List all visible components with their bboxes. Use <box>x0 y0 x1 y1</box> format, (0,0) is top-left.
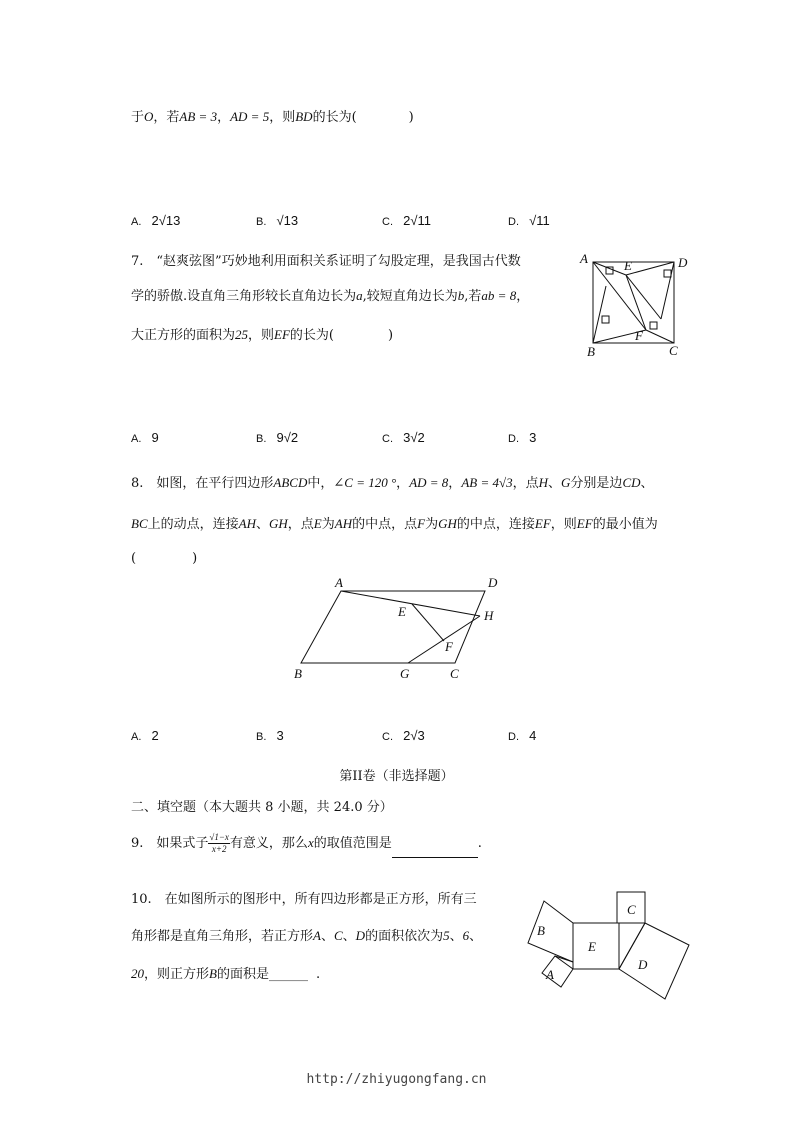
q7-math-ab8: ab = 8 <box>481 288 517 303</box>
q7-label-e: E <box>624 258 632 273</box>
q7-line2 <box>131 285 529 304</box>
option-value: √11 <box>529 213 550 228</box>
q8-text: 中， <box>307 476 334 491</box>
q7-text: 的长为( <box>289 328 334 343</box>
right-angle-mark <box>602 316 609 323</box>
q10-math: A <box>313 928 321 943</box>
q8-text: 、 <box>640 476 654 491</box>
q8-line3 <box>131 551 197 566</box>
q10-answer-blank[interactable]: ______ <box>268 967 308 982</box>
q8-line2 <box>131 513 658 532</box>
q7-line <box>661 262 674 319</box>
q10-label-b: B <box>537 923 545 938</box>
q8-label-f: F <box>445 639 453 654</box>
right-angle-mark <box>664 270 671 277</box>
q7-math-b: b <box>457 288 465 303</box>
q6-text: ，若 <box>153 110 180 125</box>
q8-figure <box>290 572 510 684</box>
option-value: 2√13 <box>151 213 181 228</box>
option-letter: C. <box>382 731 393 743</box>
q7-option-d[interactable] <box>508 430 536 446</box>
q9-text: 的取值范围是 <box>313 836 392 851</box>
q10-text: 的面积依次为 <box>365 929 444 944</box>
q7-outer-square <box>593 262 674 343</box>
q8-math: GH <box>438 516 457 531</box>
q10-math: D <box>355 928 366 943</box>
q7-label-a: A <box>580 251 588 266</box>
option-value: 2√11 <box>403 213 432 228</box>
q8-text: 8. 如图，在平行四边形 <box>131 476 274 491</box>
option-value: 9 <box>151 430 159 445</box>
option-value: 3 <box>276 728 284 743</box>
q8-line-ef <box>412 604 444 641</box>
q6-text: ， <box>217 110 231 125</box>
q8-text: ， <box>448 476 462 491</box>
q10-square-b <box>528 901 573 962</box>
option-letter: B. <box>256 731 267 743</box>
q10-label-a: A <box>546 967 554 982</box>
q6-text: ，则 <box>269 110 296 125</box>
q8-text: 的最小值为 <box>592 517 658 532</box>
option-letter: A. <box>131 216 142 228</box>
q10-label-e: E <box>588 939 596 954</box>
option-letter: D. <box>508 433 519 445</box>
q10-text: 的面积是 <box>216 967 269 982</box>
q7-line <box>626 275 661 319</box>
q8-text: ，则 <box>550 517 577 532</box>
q8-line-ah <box>341 591 480 616</box>
q8-option-d[interactable] <box>508 728 536 744</box>
q10-line3 <box>131 963 320 982</box>
q10-text: 、 <box>320 929 334 944</box>
q9-frac-den: x+2 <box>211 844 227 854</box>
q6-option-c[interactable] <box>382 213 431 229</box>
q8-math: E <box>313 516 322 531</box>
q7-line <box>626 262 674 275</box>
q7-text: ,较短直角边长为 <box>362 289 458 304</box>
q10-math: C <box>333 928 343 943</box>
q7-math-25: 25 <box>235 327 249 342</box>
q10-square-e <box>573 923 619 969</box>
q9 <box>131 830 482 858</box>
q8-text: ，点 <box>287 517 314 532</box>
option-value: 3 <box>529 430 537 445</box>
q8-label-h: H <box>484 608 494 623</box>
q8-text: 、 <box>548 476 562 491</box>
q10-line2 <box>131 925 482 944</box>
q8-math: ABCD <box>273 475 308 490</box>
q7-line-ef <box>626 275 646 330</box>
q6-text: ) <box>408 110 414 125</box>
q8-text: 的中点，点 <box>352 517 418 532</box>
q10-text: 、 <box>449 929 463 944</box>
q7-label-b: B <box>587 344 595 359</box>
q8-text: 、 <box>255 517 269 532</box>
option-letter: D. <box>508 216 519 228</box>
q8-text: ) <box>192 551 198 566</box>
q7-label-f: F <box>635 328 643 343</box>
q8-label-e: E <box>398 604 406 619</box>
q7-figure <box>578 250 690 362</box>
q8-parallelogram <box>301 591 485 663</box>
q8-label-a: A <box>335 575 343 590</box>
q8-label-g: G <box>400 666 410 681</box>
q8-text: 为 <box>321 517 335 532</box>
q8-option-c[interactable] <box>382 728 425 744</box>
option-letter: B. <box>256 216 267 228</box>
q8-math: H <box>538 475 549 490</box>
q10-math: 5 <box>443 928 450 943</box>
q6-text: 于 <box>131 110 145 125</box>
q8-label-b: B <box>294 666 302 681</box>
option-value: 3√2 <box>403 430 425 445</box>
q8-math: AH <box>238 516 256 531</box>
q10-math: 6 <box>462 928 470 943</box>
q7-line1: 7. “赵爽弦图”巧妙地利用面积关系证明了勾股定理，是我国古代数 <box>131 254 521 269</box>
q8-text: 分别是边 <box>570 476 623 491</box>
q7-math-ef: EF <box>274 327 290 342</box>
q8-text: 的中点，连接 <box>456 517 535 532</box>
q8-math: AB = 4√3 <box>461 475 513 490</box>
q8-text: ， <box>396 476 410 491</box>
q8-option-a[interactable] <box>131 728 159 744</box>
q10-label-c: C <box>627 902 636 917</box>
q7-text: ) <box>388 328 394 343</box>
option-letter: B. <box>256 433 267 445</box>
q10-figure <box>522 888 697 1000</box>
q6-math-bd: BD <box>295 109 313 124</box>
q6-option-b[interactable] <box>256 213 298 229</box>
q8-line-gh <box>408 616 480 663</box>
q8-math: ∠C = 120 ° <box>333 475 397 490</box>
q8-label-d: D <box>488 575 498 590</box>
q9-frac-num: √1−x <box>209 832 229 842</box>
q8-math: CD <box>622 475 641 490</box>
q8-text: 上的动点，连接 <box>147 517 239 532</box>
q6-option-a[interactable] <box>131 213 180 229</box>
q8-text: 为 <box>425 517 439 532</box>
q7-text: ,若 <box>464 289 482 304</box>
footer-url[interactable]: http://zhiyugongfang.cn <box>306 1072 487 1087</box>
q8-math: AH <box>334 516 353 531</box>
q8-math: EF <box>576 516 593 531</box>
option-value: 2 <box>151 728 159 743</box>
option-letter: D. <box>508 731 519 743</box>
q8-text: ，点 <box>512 476 539 491</box>
q8-text: ( <box>131 551 137 566</box>
q6-stem-tail <box>131 106 414 125</box>
q9-fraction <box>208 832 230 855</box>
q9-math-x: x <box>307 835 314 850</box>
q10-text: ，则正方形 <box>144 967 210 982</box>
option-letter: A. <box>131 433 142 445</box>
q7-line <box>646 330 674 343</box>
q7-label-c: C <box>669 343 678 358</box>
q8-line1 <box>131 472 654 491</box>
q9-text: 9. 如果式子 <box>131 836 209 851</box>
q6-math-ab: AB = 3 <box>179 109 218 124</box>
option-value: √13 <box>276 213 299 228</box>
q7-line3 <box>131 324 393 343</box>
q6-option-d[interactable] <box>508 213 550 229</box>
q8-option-b[interactable] <box>256 728 284 744</box>
q8-math: G <box>561 475 571 490</box>
q9-text: 有意义，那么 <box>229 836 308 851</box>
q7-text: ， <box>516 289 530 304</box>
q7-text: 学的骄傲.设直角三角形较长直角边长为 <box>131 289 357 304</box>
q9-answer-blank[interactable] <box>392 831 478 858</box>
q10-text: . <box>315 967 321 982</box>
q7-text: ，则 <box>248 328 275 343</box>
q10-math: B <box>209 966 217 981</box>
option-letter: A. <box>131 731 142 743</box>
q7-option-a[interactable] <box>131 430 159 446</box>
q8-math: EF <box>534 516 551 531</box>
option-value: 9√2 <box>276 430 299 445</box>
q6-text: 的长为( <box>312 110 357 125</box>
q10-math: 20 <box>131 966 144 981</box>
q10-line <box>555 956 573 962</box>
right-angle-mark <box>650 322 657 329</box>
q7-math-a: a <box>356 288 363 303</box>
q10-label-d: D <box>638 957 648 972</box>
q10-line1: 10. 在如图所示的图形中，所有四边形都是正方形，所有三 <box>131 892 477 907</box>
q7-text: 大正方形的面积为 <box>131 328 236 343</box>
q8-math: F <box>417 516 426 531</box>
q7-line <box>593 286 606 343</box>
q7-label-d: D <box>678 255 688 270</box>
q10-square-d <box>619 923 689 999</box>
q7-option-b[interactable] <box>256 430 298 446</box>
q10-text: 、 <box>342 929 356 944</box>
q8-label-c: C <box>450 666 459 681</box>
q8-math: BC <box>131 516 148 531</box>
section2-heading: 二、填空题（本大题共 8 小题，共 24.0 分） <box>131 800 393 815</box>
q7-option-c[interactable] <box>382 430 425 446</box>
option-letter: C. <box>382 216 393 228</box>
option-value: 2√3 <box>403 728 425 743</box>
part2-title: 第II卷（非选择题） <box>339 769 454 784</box>
q10-text: 角形都是直角三角形，若正方形 <box>131 929 314 944</box>
q6-math-o: O <box>144 109 154 124</box>
q8-math: GH <box>269 516 288 531</box>
q10-text: 、 <box>469 929 483 944</box>
q6-math-ad: AD = 5 <box>230 109 270 124</box>
option-value: 4 <box>529 728 537 743</box>
q8-math: AD = 8 <box>409 475 449 490</box>
option-letter: C. <box>382 433 393 445</box>
q9-text: . <box>477 836 482 851</box>
